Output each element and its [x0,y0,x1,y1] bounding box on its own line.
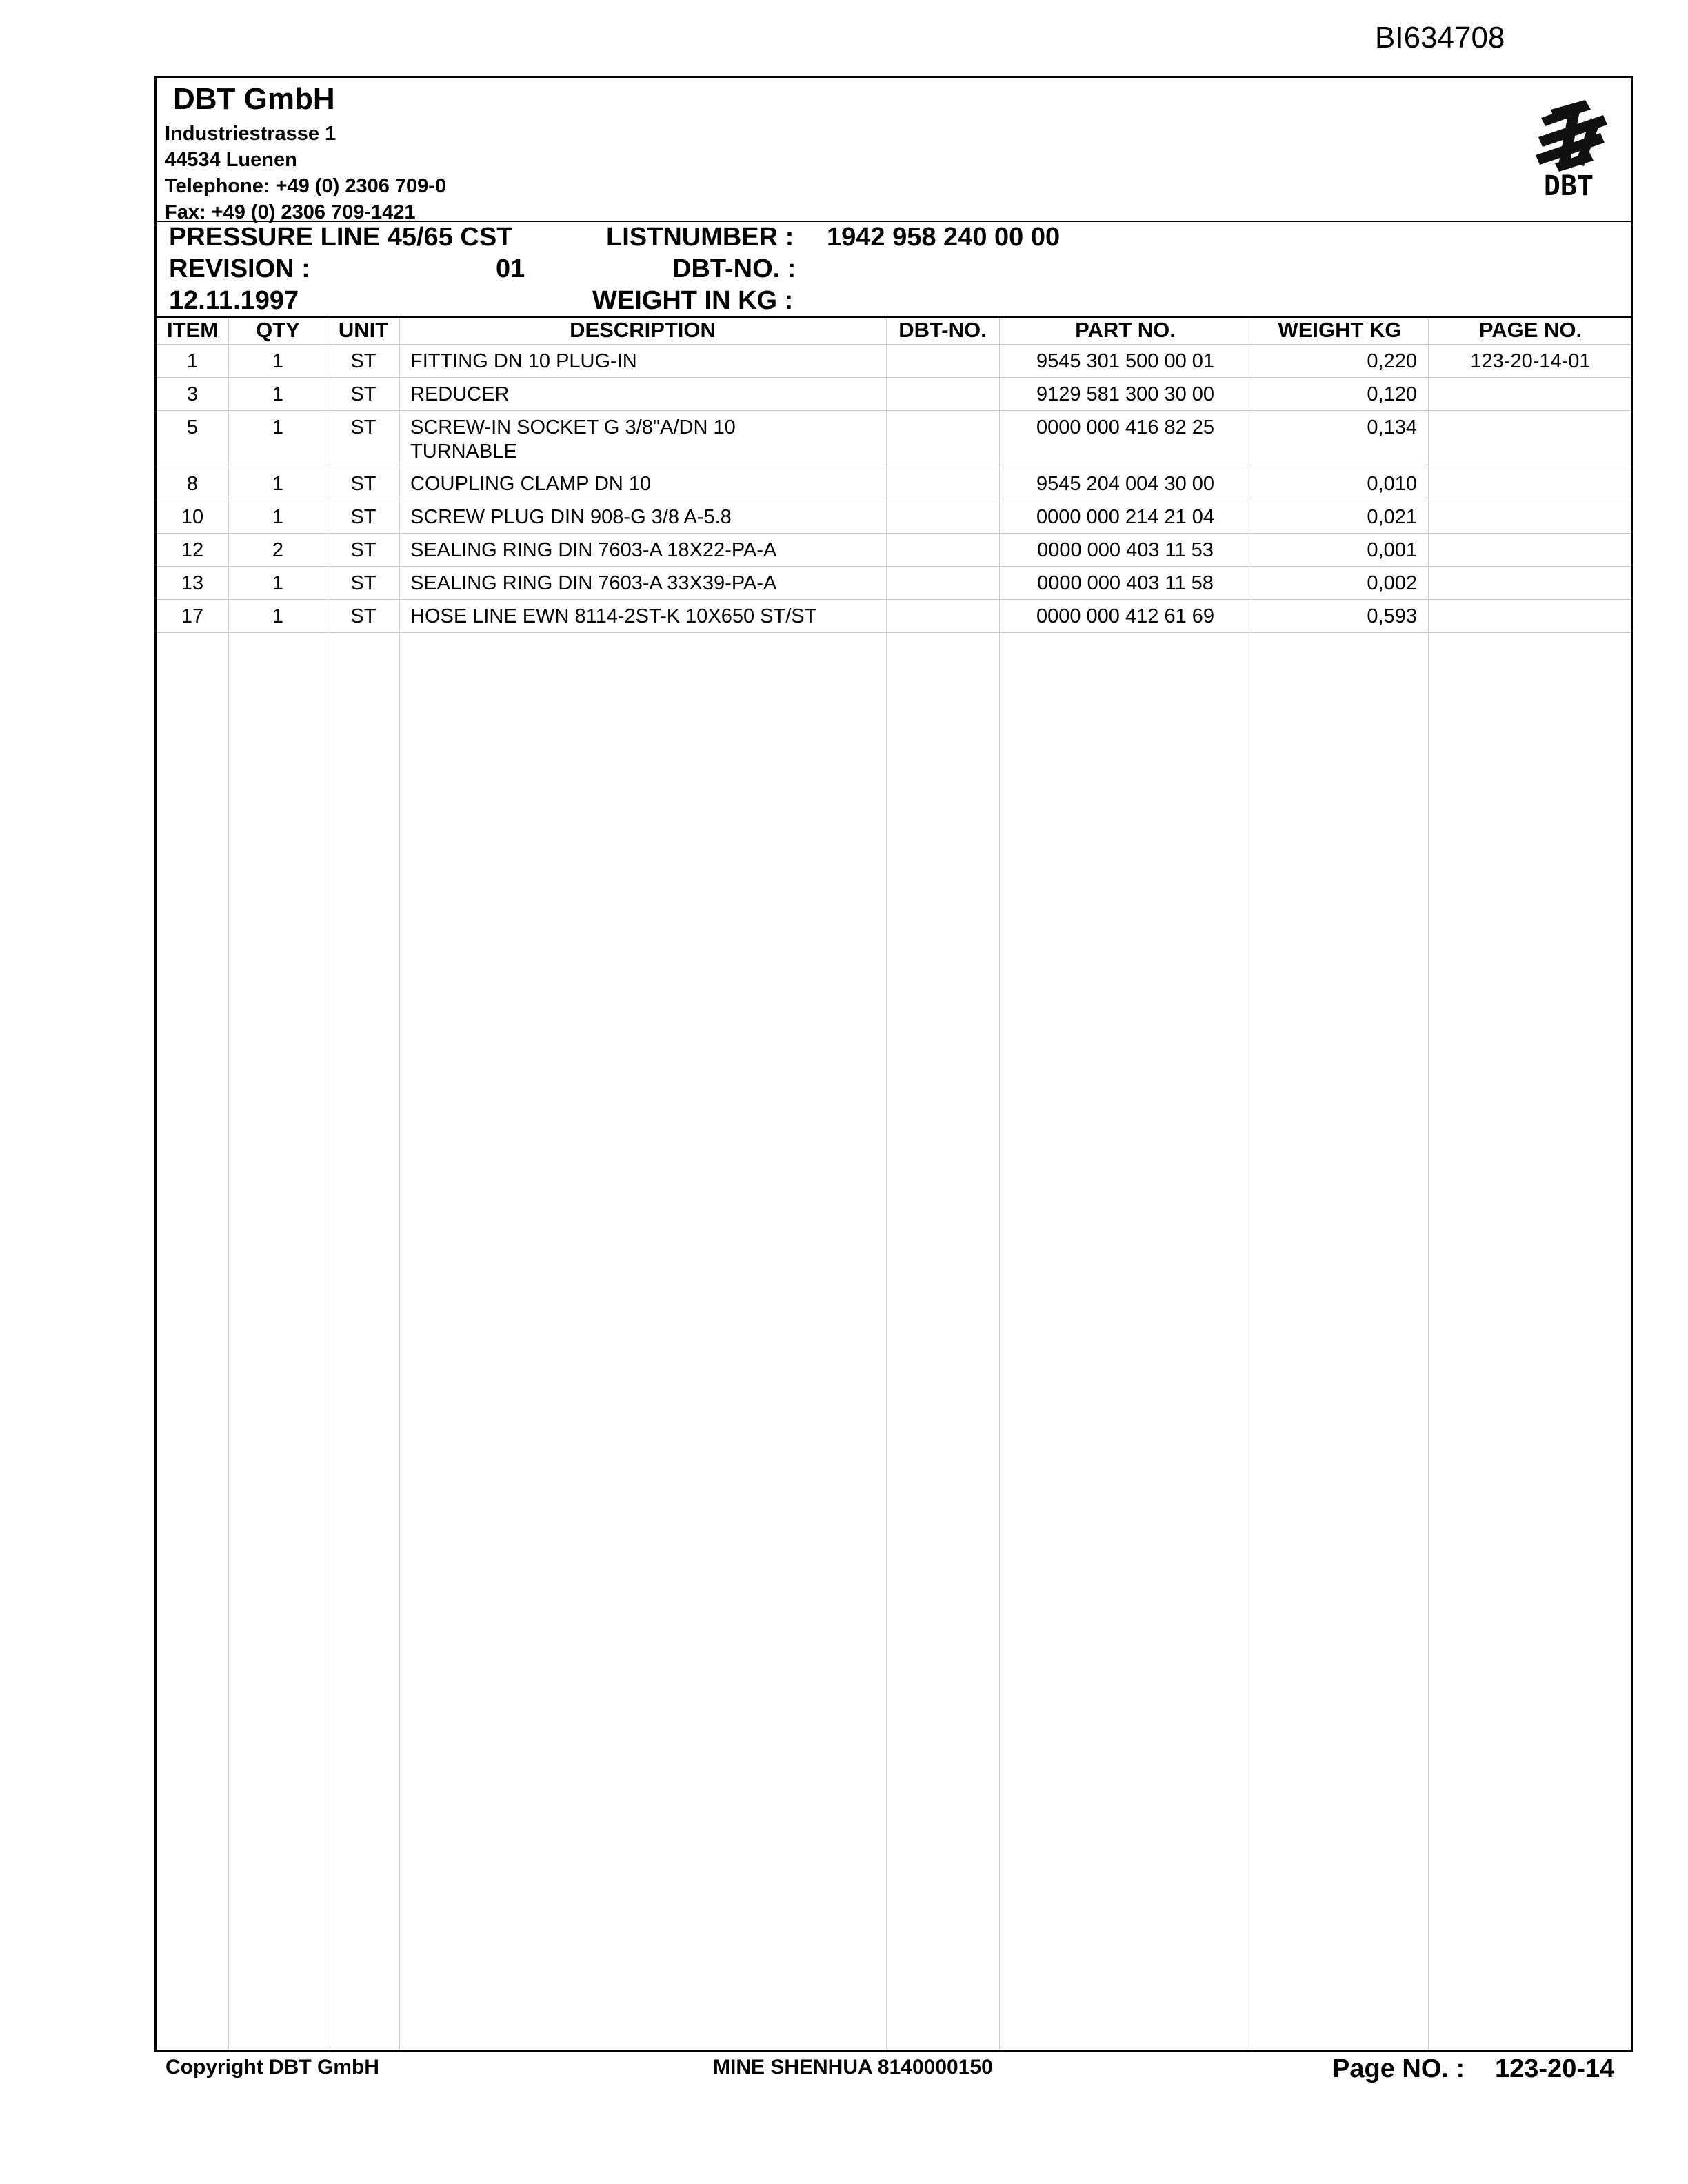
cell-page-no: 123-20-14-01 [1470,350,1591,372]
cell-unit: ST [350,383,376,405]
row-divider [157,377,1631,378]
cell-weight: 0,001 [1367,539,1417,561]
footer-mine: MINE SHENHUA 8140000150 [713,2056,993,2079]
cell-part-no: 0000 000 214 21 04 [1036,506,1215,528]
list-title: PRESSURE LINE 45/65 CST [169,223,513,252]
cell-description: SCREW-IN SOCKET G 3/8"A/DN 10 [410,416,736,438]
cell-unit: ST [350,506,376,528]
company-address [165,121,446,225]
header-weight: WEIGHT KG [1278,318,1402,342]
header-page-no: PAGE NO. [1478,318,1582,342]
row-divider [157,632,1631,633]
cell-part-no: 0000 000 403 11 58 [1037,572,1214,594]
header-qty: QTY [256,318,300,342]
header-item: ITEM [166,318,219,342]
listnumber-value: 1942 958 240 00 00 [827,223,1061,252]
parts-list-sheet [154,76,1633,2052]
cell-item: 13 [181,572,204,594]
revision-label: REVISION : [169,254,310,283]
cell-item: 5 [186,416,199,438]
cell-qty: 1 [272,473,284,495]
cell-weight: 0,010 [1367,473,1417,495]
cell-qty: 1 [272,383,284,405]
cell-unit: ST [350,539,376,561]
address-city: 44534 Luenen [165,149,297,171]
cell-description: SEALING RING DIN 7603-A 18X22-PA-A [410,539,777,561]
cell-qty: 1 [272,572,284,594]
cell-weight: 0,593 [1367,605,1417,627]
cell-qty: 1 [272,416,284,438]
address-street: Industriestrasse 1 [165,123,336,145]
header-description: DESCRIPTION [570,318,716,342]
document-date: 12.11.1997 [169,286,299,315]
address-telephone: Telephone: +49 (0) 2306 709-0 [165,175,447,197]
cell-part-no: 9545 301 500 00 01 [1036,350,1215,372]
cell-weight: 0,220 [1367,350,1417,372]
cell-description: HOSE LINE EWN 8114-2ST-K 10X650 ST/ST [410,605,817,627]
cell-description-continued: TURNABLE [410,441,517,463]
cell-unit: ST [350,350,376,372]
cell-part-no: 0000 000 403 11 53 [1037,539,1214,561]
footer-page-label: Page NO. : [1332,2054,1465,2083]
cell-item: 17 [181,605,204,627]
cell-unit: ST [350,605,376,627]
logo-text: DBT [1543,170,1594,201]
row-divider [157,500,1631,501]
row-divider [157,533,1631,534]
column-divider [1428,318,1429,2050]
row-divider [157,566,1631,567]
footer-page-value: 123-20-14 [1495,2054,1615,2083]
row-divider [157,410,1631,411]
cell-item: 10 [181,506,204,528]
cell-item: 3 [186,383,199,405]
cell-weight: 0,002 [1367,572,1417,594]
cell-description: REDUCER [410,383,510,405]
row-divider [157,599,1631,600]
cell-item: 8 [186,473,199,495]
cell-part-no: 0000 000 412 61 69 [1036,605,1215,627]
address-fax: Fax: +49 (0) 2306 709-1421 [165,201,416,223]
cell-unit: ST [350,572,376,594]
cell-description: SEALING RING DIN 7603-A 33X39-PA-A [410,572,777,594]
column-divider [886,318,887,2050]
column-divider [399,318,400,2050]
cell-unit: ST [350,473,376,495]
document-id: BI634708 [1375,21,1505,54]
weight-label: WEIGHT IN KG : [592,286,794,315]
dbt-logo-icon [1527,97,1610,201]
cell-description: COUPLING CLAMP DN 10 [410,473,652,495]
listnumber-label: LISTNUMBER : [606,223,794,252]
header-part-no: PART NO. [1075,318,1176,342]
cell-unit: ST [350,416,376,438]
cell-qty: 1 [272,506,284,528]
dbt-number-label: DBT-NO. : [672,254,796,283]
cell-item: 1 [186,350,199,372]
cell-description: FITTING DN 10 PLUG-IN [410,350,637,372]
cell-weight: 0,021 [1367,506,1417,528]
cell-item: 12 [181,539,204,561]
revision-value: 01 [496,254,525,283]
cell-qty: 2 [272,539,284,561]
cell-qty: 1 [272,350,284,372]
cell-part-no: 0000 000 416 82 25 [1036,416,1215,438]
header-divider [157,221,1631,222]
table-header-underline [157,344,1631,345]
header-unit: UNIT [338,318,389,342]
company-name: DBT GmbH [173,82,335,116]
header-dbt-no: DBT-NO. [898,318,987,342]
footer-copyright: Copyright DBT GmbH [165,2056,379,2079]
cell-weight: 0,134 [1367,416,1417,438]
cell-weight: 0,120 [1367,383,1417,405]
cell-description: SCREW PLUG DIN 908-G 3/8 A-5.8 [410,506,732,528]
cell-qty: 1 [272,605,284,627]
cell-part-no: 9129 581 300 30 00 [1036,383,1215,405]
cell-part-no: 9545 204 004 30 00 [1036,473,1215,495]
